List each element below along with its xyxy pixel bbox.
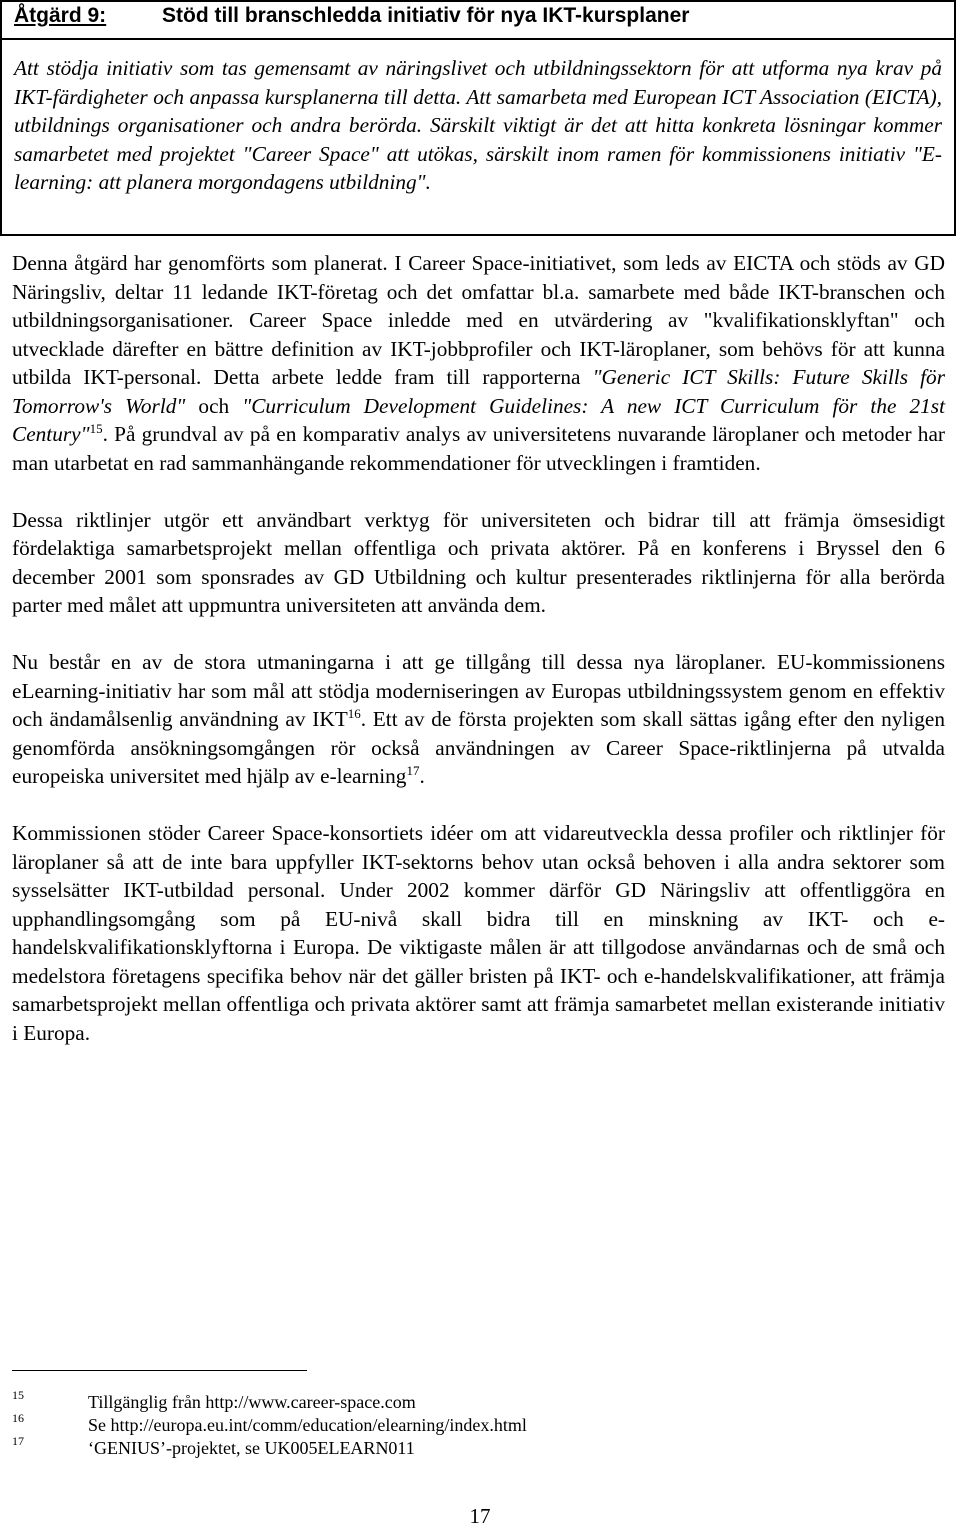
- report-title-2: "Curriculum Development Guidelines: A new ICT Curriculum för the 21st Century": [12, 393, 945, 446]
- page-number: 17: [469, 1504, 491, 1528]
- paragraph-1: [12, 249, 945, 477]
- paragraph-2: Dessa riktlinjer utgör ett användbart verktyg för universiteten och bidrar till att främja ömsesidigt fördelaktiga samarbetsprojekt mellan offentliga och privata aktörer. På en konferens i Bryssel den 6 december 2001 som sponsrades av GD Utbildning och kultur presenterades riktlinjerna för alla berörda parter med målet att uppmuntra universiteten att använda dem.: [12, 507, 945, 617]
- footnote-text: ‘GENIUS’-projektet, se UK005ELEARN011: [88, 1438, 415, 1458]
- footnote-ref-16: 16: [347, 706, 361, 721]
- action-description: Att stödja initiativ som tas gemensamt av näringslivet och utbildningssektorn för att utforma nya krav på IKT-färdigheter och anpassa kursplanerna till detta. Att samarbeta med European ICT Association (EICTA), utbildnings organisationer och andra berörda. Särskilt viktigt är det att hitta konkreta lösningar kommer samarbetet med projektet "Career Space" att utökas, särskilt inom ramen för kommissionens initiativ "E-learning: att planera morgondagens utbildning".: [14, 56, 942, 194]
- footnote-number: 15: [12, 1388, 24, 1402]
- footnote: [12, 1388, 912, 1415]
- footnote-number: 16: [12, 1411, 24, 1425]
- footnote: [12, 1411, 912, 1438]
- paragraph-1-text-c: . På grundval av på en komparativ analys av universitetens nuvarande läroplaner och metoder har man utarbetat en rad sammanhängande rekommendationer för utvecklingen i framtiden.: [12, 422, 945, 475]
- action-header: [0, 0, 956, 40]
- paragraph-3: [12, 648, 945, 791]
- footnote-text: Se http://europa.eu.int/comm/education/elearning/index.html: [88, 1415, 527, 1435]
- paragraph-1-text-b: och: [185, 393, 243, 418]
- body-text: [12, 249, 945, 1076]
- paragraph-3-text-a: Nu består en av de stora utmaningarna i att ge tillgång till dessa nya läroplaner. EU-kommissionens eLearning-initiativ har som mål att stödja moderniseringen av Europas utbildningssystem genom en effektiv och ändamålsenlig användning av IKT: [12, 650, 945, 731]
- footnote-ref-15: 15: [89, 421, 103, 436]
- report-title-1: "Generic ICT Skills: Future Skills för Tomorrow's World": [12, 365, 945, 418]
- paragraph-3-text-b: . Ett av de första projekten som skall sättas igång efter den nyligen genomförda ansökningsomgången rör också användningen av Career Space-riktlinjerna på utvalda europeiska universitet med hjälp av e-learning: [12, 707, 946, 788]
- footnote-text: Tillgänglig från http://www.career-space.com: [88, 1392, 416, 1412]
- footnote: [12, 1434, 912, 1461]
- footnotes: [12, 1388, 912, 1461]
- action-title: Stöd till branschledda initiativ för nya IKT-kursplaner: [162, 4, 690, 27]
- paragraph-3-text-c: .: [419, 764, 425, 788]
- footnote-number: 17: [12, 1434, 24, 1448]
- footnote-ref-17: 17: [406, 763, 420, 778]
- paragraph-4: Kommissionen stöder Career Space-konsortiets idéer om att vidareutveckla dessa profiler och riktlinjer för läroplaner så att de inte bara uppfyller IKT-sektorns behov utan också behoven i alla andra sektorer som sysselsätter IKT-utbildad personal. Under 2002 kommer därför GD Näringsliv att offentliggöra en upphandlingsomgång som på EU-nivå skall bidra till en minskning av IKT- och e-handelskvalifikationsklyftorna i Europa. De viktigaste målen är att tillgodose användarnas och de små och medelstora företagens specifika behov när det gäller bristen på IKT- och e-handelskvalifikationer, att främja samarbetsprojekt mellan offentliga och privata aktörer samt att främja samarbetet mellan existerande initiativ i Europa.: [12, 821, 945, 1045]
- action-description-box: [0, 38, 956, 236]
- footnote-separator: [12, 1370, 307, 1371]
- action-label: Åtgärd 9:: [14, 4, 107, 27]
- paragraph-1-text-a: Denna åtgärd har genomförts som planerat. I Career Space-initiativet, som leds av EICTA och stöds av GD Näringsliv, deltar 11 ledande IKT-företag och det omfattar bl.a. samarbete med både IKT-branschen och utbildningsorganisationer. Career Space inledde med en utvärdering av "kvalifikationsklyftan" och utvecklade därefter en bättre definition av IKT-jobbprofiler och IKT-läroplaner, som behövs för att kunna utbilda IKT-personal. Detta arbete ledde fram till rapporterna: [12, 251, 945, 389]
